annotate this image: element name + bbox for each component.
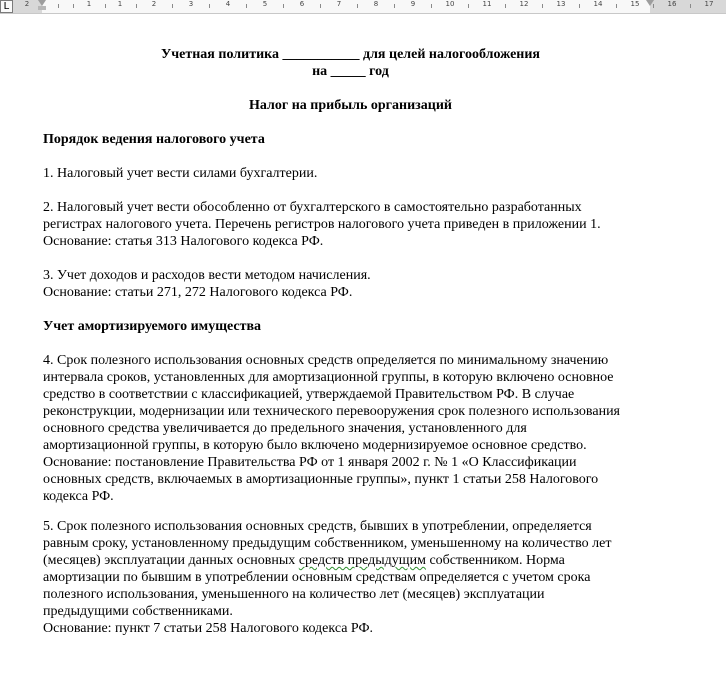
paragraph-4-line: основного средства увеличивается до предельного значения, установленного для — [43, 421, 527, 436]
tab-selector[interactable]: L — [0, 0, 13, 13]
ruler-number: 4 — [225, 0, 231, 8]
ruler-tick — [283, 4, 284, 8]
ruler-tick — [105, 4, 106, 8]
paragraph-5-basis: Основание: пункт 7 статьи 258 Налогового кодекса РФ. — [43, 621, 374, 636]
ruler-number: 5 — [262, 0, 268, 8]
ruler-tick — [73, 4, 74, 8]
ruler-number: 2 — [151, 0, 157, 8]
ruler-number: 1 — [86, 0, 92, 8]
ruler-tick — [136, 4, 137, 8]
ruler-tick — [616, 4, 617, 8]
ruler-number: 9 — [410, 0, 416, 8]
paragraph-5-line: равным сроку, установленному предыдущим собственником, уменьшенному на количество лет — [43, 536, 612, 551]
section-heading-depreciable-property: Учет амортизируемого имущества — [43, 319, 262, 334]
ruler-number: 1 — [117, 0, 123, 8]
paragraph-5-line-with-spellcheck — [43, 552, 658, 569]
paragraph-3-line: 3. Учет доходов и расходов вести методом начисления. — [43, 268, 371, 283]
ruler-number: 11 — [482, 0, 492, 8]
ruler-number: 10 — [445, 0, 455, 8]
ruler-number: 7 — [336, 0, 342, 8]
ruler-tick — [468, 4, 469, 8]
main-heading: Налог на прибыль организаций — [249, 98, 452, 113]
paragraph-5-line: полезного использования, уменьшенного на количество лет (месяцев) эксплуатации — [43, 587, 545, 602]
paragraph-5-line: 5. Срок полезного использования основных средств, бывших в употреблении, определяется — [43, 519, 592, 534]
paragraph-5-text: (месяцев) эксплуатации данных основных — [43, 553, 299, 568]
paragraph-5-line: предыдущими собственниками. — [43, 604, 233, 619]
paragraph-4-basis: основных средств, включаемых в амортизационные группы», пункт 1 статьи 258 Налогового — [43, 472, 599, 487]
paragraph-3 — [43, 267, 658, 301]
ruler-tick — [653, 4, 654, 8]
ruler-number: 14 — [593, 0, 603, 8]
paragraph-3-basis: Основание: статьи 271, 272 Налогового кодекса РФ. — [43, 285, 353, 300]
paragraph-2-line: регистрах налогового учета. Перечень регистров налогового учета приведен в приложении 1. — [43, 217, 601, 232]
ruler-number: 2 — [24, 0, 30, 8]
ruler-tick — [579, 4, 580, 8]
ruler-tick — [431, 4, 432, 8]
ruler-number: 16 — [667, 0, 677, 8]
ruler-number: 12 — [519, 0, 529, 8]
ruler-right-margin[interactable] — [650, 0, 726, 13]
ruler-tick — [209, 4, 210, 8]
horizontal-ruler[interactable] — [0, 0, 726, 14]
spellcheck-highlight: средств предыдущим — [298, 553, 426, 568]
ruler-number: 17 — [704, 0, 714, 8]
ruler-tick — [394, 4, 395, 8]
ruler-number: 15 — [630, 0, 640, 8]
paragraph-4-line: средство в соответствии с классификацией, утверждаемой Правительством РФ. В случае — [43, 387, 575, 402]
ruler-tick — [246, 4, 247, 8]
ruler-tick — [172, 4, 173, 8]
paragraph-4-basis: Основание: постановление Правительства РФ от 1 января 2002 г. № 1 «О Классификации — [43, 455, 577, 470]
section-heading-tax-accounting: Порядок ведения налогового учета — [43, 132, 265, 147]
paragraph-4-line: реконструкции, модернизации или технического перевооружения срок полезного использования — [43, 404, 620, 419]
paragraph-2 — [43, 199, 658, 250]
left-indent-marker-base[interactable] — [38, 6, 46, 10]
paragraph-5 — [43, 518, 658, 637]
ruler-number: 8 — [373, 0, 379, 8]
ruler-tick — [542, 4, 543, 8]
paragraph-2-line: 2. Налоговый учет вести обособленно от бухгалтерского в самостоятельно разработанных — [43, 200, 582, 215]
ruler-tick — [690, 4, 691, 8]
ruler-number: 6 — [299, 0, 305, 8]
paragraph-5-text: собственником. Норма — [425, 553, 565, 568]
ruler-tick — [505, 4, 506, 8]
ruler-tick — [320, 4, 321, 8]
paragraph-4 — [43, 352, 658, 505]
paragraph-5-line: амортизации по бывшим в употреблении основным средствам определяется с учетом срока — [43, 570, 591, 585]
paragraph-1: 1. Налоговый учет вести силами бухгалтерии. — [43, 166, 318, 181]
document-title-line-1: Учетная политика ___________ для целей налогообложения — [160, 47, 541, 62]
document-title-line-2: на _____ год — [312, 64, 389, 79]
ruler-tick — [357, 4, 358, 8]
paragraph-4-basis: кодекса РФ. — [43, 489, 114, 504]
paragraph-2-basis: Основание: статья 313 Налогового кодекса РФ. — [43, 234, 324, 249]
ruler-number: 3 — [188, 0, 194, 8]
paragraph-4-line: интервала сроков, установленных для амортизационной группы, в которую включено основное — [43, 370, 614, 385]
paragraph-4-line: 4. Срок полезного использования основных средств определяется по минимальному значению — [43, 353, 609, 368]
ruler-number: 13 — [556, 0, 566, 8]
paragraph-4-line: амортизационной группы, в которую было включено модернизируемое основное средство. — [43, 438, 587, 453]
ruler-tick — [58, 4, 59, 8]
